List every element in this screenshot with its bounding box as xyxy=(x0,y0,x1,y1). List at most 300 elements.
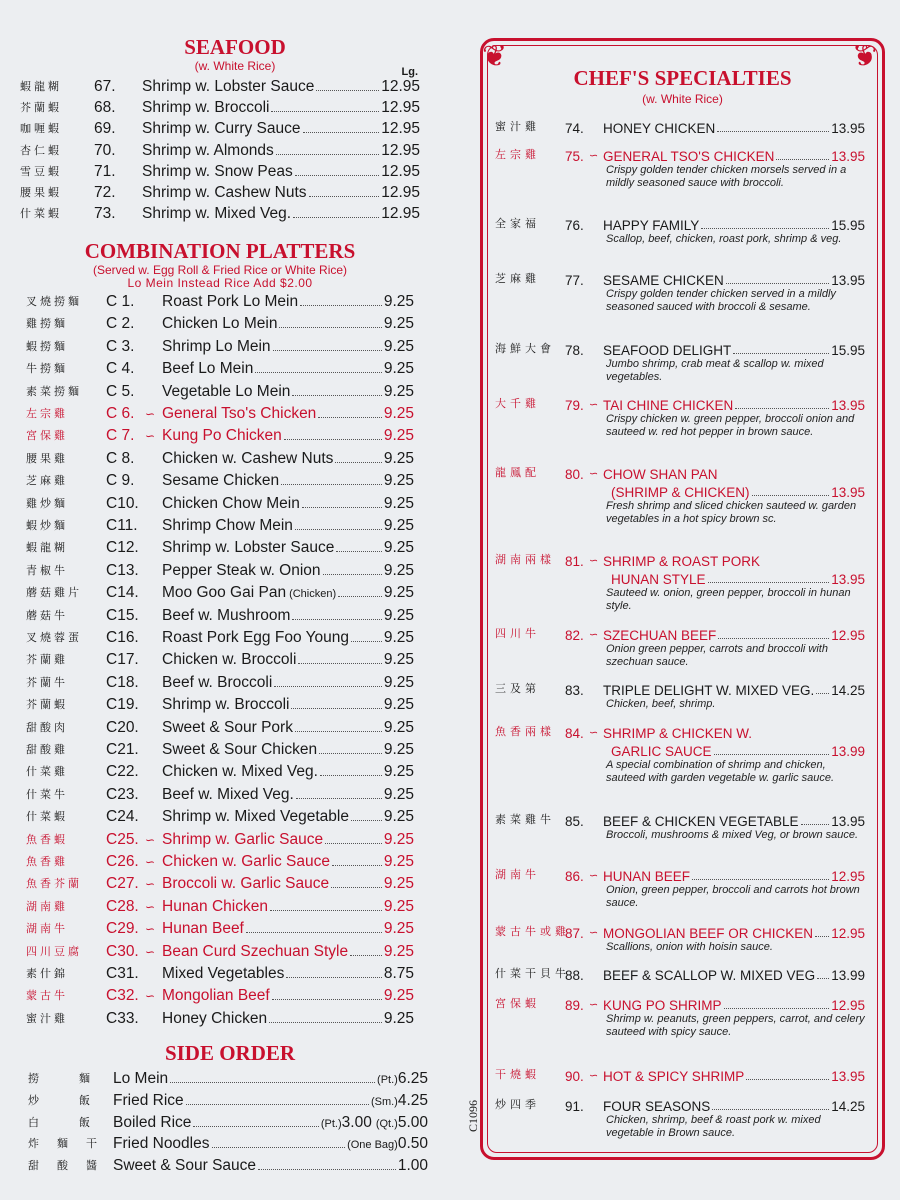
menu-item xyxy=(20,159,420,181)
item-size: (Pt.) xyxy=(377,1074,398,1086)
specialty-line xyxy=(495,866,865,884)
item-price: 6.25 xyxy=(397,1070,428,1087)
item-number: C 1. xyxy=(106,293,135,310)
item-name: Fried Noodles xyxy=(113,1135,210,1153)
specialty-line xyxy=(495,723,865,741)
item-number: C10. xyxy=(106,494,139,512)
item-price: 13.95 xyxy=(831,149,865,164)
item-name: General Tso's Chicken xyxy=(162,405,317,422)
item-note: (Chicken) xyxy=(289,588,337,601)
specialty-line xyxy=(495,340,865,358)
item-number: 74. xyxy=(565,121,584,136)
item-chinese-name: 魚香蝦 xyxy=(26,832,68,846)
item-price: 9.25 xyxy=(383,875,414,893)
item-price: 12.95 xyxy=(381,78,420,95)
swirl-ornament-icon: ∽ xyxy=(145,944,156,959)
item-name: Honey Chicken xyxy=(162,1009,268,1027)
menu-item xyxy=(26,379,414,401)
menu-item xyxy=(26,871,414,893)
item-chinese-name: 杏仁蝦 xyxy=(20,143,62,157)
item-chinese-name: 咖喱蝦 xyxy=(20,122,62,136)
item-name: Chicken Chow Mein xyxy=(162,494,300,512)
item-name: Broccoli w. Garlic Sauce xyxy=(162,875,330,893)
item-name: TAI CHINE CHICKEN xyxy=(603,398,734,413)
dot-leader xyxy=(272,999,382,1000)
item-price: 12.95 xyxy=(831,998,865,1013)
item-name: Chicken w. Cashew Nuts xyxy=(162,449,334,467)
combo-note: Lo Mein Instead Rice Add $2.00 xyxy=(127,276,313,290)
item-name: Shrimp w. Broccoli xyxy=(142,99,270,117)
item-chinese-name: 芥蘭蝦 xyxy=(26,698,68,712)
specialty-item xyxy=(495,923,865,954)
dot-leader xyxy=(331,887,382,888)
item-price: 13.95 xyxy=(831,814,865,829)
item-name: Shrimp w. Mixed Veg. xyxy=(142,205,292,223)
dot-leader xyxy=(193,1126,318,1127)
item-price: 13.95 xyxy=(831,485,865,500)
item-number: 73. xyxy=(94,205,116,223)
item-name: Lo Mein xyxy=(113,1070,169,1087)
dot-leader xyxy=(318,417,382,418)
swirl-ornament-icon: ∽ xyxy=(589,727,599,739)
menu-item xyxy=(28,1066,428,1088)
menu-item xyxy=(26,670,414,692)
dot-leader xyxy=(281,484,382,485)
seafood-subtitle: (w. White Rice) xyxy=(194,59,276,73)
dot-leader xyxy=(801,824,830,825)
specialty-line xyxy=(495,995,865,1013)
dot-leader xyxy=(303,132,380,133)
item-number: C 4. xyxy=(106,360,135,378)
item-number: 70. xyxy=(94,141,116,159)
specialty-item xyxy=(495,118,865,136)
item-chinese-name: 芥蘭牛 xyxy=(26,675,68,689)
item-price: 4.25 xyxy=(397,1091,428,1109)
item-name: Moo Goo Gai Pan xyxy=(162,584,287,602)
item-price: 5.00 xyxy=(397,1113,428,1131)
item-price: 9.25 xyxy=(383,920,414,938)
item-price: 9.25 xyxy=(383,808,414,826)
item-size: (Qt.) xyxy=(375,1117,398,1130)
menu-item xyxy=(26,782,414,804)
item-name: CHOW SHAN PAN xyxy=(603,467,718,482)
item-name: Shrimp w. Broccoli xyxy=(162,696,290,714)
dot-leader xyxy=(292,619,381,620)
dot-leader xyxy=(332,865,382,866)
item-price: 12.95 xyxy=(381,205,420,223)
item-chinese-name: 左宗雞 xyxy=(26,407,68,420)
dot-leader xyxy=(274,686,382,687)
item-number: C 8. xyxy=(106,449,135,467)
item-number: 88. xyxy=(565,968,584,983)
item-name-continued: GARLIC SAUCE xyxy=(611,744,712,759)
menu-item xyxy=(26,580,414,602)
chef-subtitle: (w. White Rice) xyxy=(642,92,723,106)
item-price: 13.95 xyxy=(831,572,865,587)
dot-leader xyxy=(258,1169,396,1170)
menu-item xyxy=(26,603,414,625)
menu-item xyxy=(26,759,414,781)
item-chinese-name: 蒙古牛 xyxy=(26,989,68,1003)
item-number: 89. xyxy=(565,998,584,1013)
item-price: 9.25 xyxy=(383,785,414,803)
item-chinese-name: 撈麵 xyxy=(28,1072,130,1085)
item-name: Chicken w. Mixed Veg. xyxy=(162,763,318,781)
item-number: C 7. xyxy=(106,427,135,445)
item-chinese-name: 芥蘭蝦 xyxy=(20,101,62,115)
dot-leader xyxy=(708,582,830,583)
item-number: C 9. xyxy=(106,472,135,490)
item-chinese-name: 芥蘭雞 xyxy=(26,653,68,667)
dot-leader xyxy=(816,693,829,694)
item-chinese-name: 左宗雞 xyxy=(495,148,540,161)
item-price: 14.25 xyxy=(831,1099,865,1114)
item-description: Sauteed w. onion, green pepper, broccoli in hunan style. xyxy=(606,587,851,612)
item-number: C16. xyxy=(106,629,139,646)
item-chinese-name: 青椒牛 xyxy=(26,563,68,577)
specialty-item xyxy=(495,811,865,842)
menu-code: C1096 xyxy=(466,1099,480,1132)
item-chinese-name: 腰果蝦 xyxy=(20,186,62,199)
dot-leader xyxy=(212,1147,346,1148)
specialty-item xyxy=(495,215,865,246)
item-name: Shrimp w. Snow Peas xyxy=(142,162,293,180)
item-name: Bean Curd Szechuan Style xyxy=(162,942,349,960)
menu-item xyxy=(26,804,414,826)
dot-leader xyxy=(269,1022,382,1023)
item-chinese-name: 甜酸醬 xyxy=(28,1159,115,1173)
swirl-ornament-icon: ∽ xyxy=(145,899,156,914)
item-chinese-name: 芝麻雞 xyxy=(495,272,540,285)
item-number: 82. xyxy=(565,628,584,643)
item-chinese-name: 白飯 xyxy=(28,1115,130,1129)
item-name: Mixed Vegetables xyxy=(162,965,285,982)
dot-leader xyxy=(295,731,382,732)
dot-leader xyxy=(320,775,382,776)
item-chinese-name: 什菜雞 xyxy=(26,765,68,779)
dot-leader xyxy=(319,753,382,754)
dot-leader xyxy=(351,820,382,821)
item-name: SZECHUAN BEEF xyxy=(603,628,717,643)
swirl-ornament-icon: ∽ xyxy=(589,927,599,939)
swirl-ornament-icon: ∽ xyxy=(589,468,599,480)
specialty-item xyxy=(495,270,865,314)
dot-leader xyxy=(271,111,379,112)
item-description: Shrimp w. peanuts, green peppers, carrot, and celery sauteed with spicy sauce. xyxy=(606,1013,865,1038)
item-price: 9.25 xyxy=(383,629,414,646)
specialty-item xyxy=(495,340,865,384)
dot-leader xyxy=(351,641,382,642)
item-size: (Pt.) xyxy=(320,1117,342,1130)
item-chinese-name: 叉燒蓉蛋 xyxy=(26,631,82,644)
item-chinese-name: 雞炒麵 xyxy=(26,496,68,510)
specialty-line xyxy=(495,464,865,482)
item-number: 86. xyxy=(565,869,584,884)
dot-leader xyxy=(270,910,382,911)
menu-item xyxy=(28,1110,428,1132)
item-name: Chicken w. Garlic Sauce xyxy=(162,853,330,870)
swirl-ornament-icon: ∽ xyxy=(145,989,156,1004)
item-name: Vegetable Lo Mein xyxy=(162,382,291,400)
dot-leader xyxy=(293,217,379,218)
menu-item xyxy=(26,983,414,1005)
item-price: 12.95 xyxy=(381,120,420,138)
specialty-line xyxy=(495,482,865,500)
specialty-line xyxy=(495,395,865,413)
specialty-line xyxy=(495,680,865,698)
item-chinese-name: 蝦撈麵 xyxy=(26,339,68,353)
specialty-line xyxy=(495,270,865,288)
item-name: BEEF & CHICKEN VEGETABLE xyxy=(603,814,799,829)
menu-item xyxy=(26,894,414,916)
item-price: 9.25 xyxy=(383,561,414,579)
item-name: FOUR SEASONS xyxy=(603,1099,711,1114)
item-price: 12.95 xyxy=(831,926,865,941)
item-number: C30. xyxy=(106,942,139,960)
item-name: KUNG PO SHRIMP xyxy=(603,998,722,1013)
specialty-line xyxy=(495,965,865,983)
specialty-line xyxy=(495,551,865,569)
menu-item xyxy=(26,311,414,333)
item-price: 3.00 xyxy=(341,1113,372,1131)
dot-leader xyxy=(335,462,381,463)
floral-corner-icon: ❦ xyxy=(482,40,508,73)
item-number: C24. xyxy=(106,808,139,826)
item-chinese-name: 湖南牛 xyxy=(26,922,68,936)
item-name: BEEF & SCALLOP W. MIXED VEG xyxy=(603,968,816,983)
item-name: Shrimp w. Garlic Sauce xyxy=(162,830,324,848)
item-number: C15. xyxy=(106,606,139,624)
item-price: 9.25 xyxy=(383,1009,414,1027)
item-price: 9.25 xyxy=(383,494,414,512)
menu-item xyxy=(28,1153,428,1175)
swirl-ornament-icon: ∽ xyxy=(589,870,599,882)
item-price: 9.25 xyxy=(383,651,414,669)
menu-item xyxy=(26,558,414,580)
item-number: 81. xyxy=(565,554,584,569)
item-chinese-name: 炒四季 xyxy=(495,1098,540,1111)
item-name: Sweet & Sour Pork xyxy=(162,718,293,736)
dot-leader xyxy=(300,305,382,306)
item-chinese-name: 雪豆蝦 xyxy=(20,164,62,178)
item-chinese-name: 湖南兩樣 xyxy=(495,553,555,566)
dot-leader xyxy=(733,353,829,354)
item-chinese-name: 素什錦 xyxy=(26,967,68,980)
item-price: 9.25 xyxy=(383,673,414,691)
item-chinese-name: 甜酸肉 xyxy=(26,720,68,734)
item-price: 9.25 xyxy=(383,382,414,400)
specialty-line xyxy=(495,923,865,941)
item-chinese-name: 干燒蝦 xyxy=(495,1068,540,1081)
item-name: Fried Rice xyxy=(113,1091,184,1109)
menu-item xyxy=(20,180,420,202)
item-chinese-name: 大千雞 xyxy=(495,397,540,410)
menu-item xyxy=(26,491,414,513)
item-price: 12.95 xyxy=(381,141,420,159)
swirl-ornament-icon: ∽ xyxy=(145,922,156,937)
item-number: 78. xyxy=(565,343,584,358)
item-name: Shrimp w. Lobster Sauce xyxy=(162,539,335,557)
floral-corner-icon: ❦ xyxy=(852,40,878,73)
swirl-ornament-icon: ∽ xyxy=(145,407,156,421)
item-number: C20. xyxy=(106,718,139,736)
menu-item xyxy=(26,849,414,871)
menu-item xyxy=(26,423,414,445)
swirl-ornament-icon: ∽ xyxy=(589,629,599,641)
item-chinese-name: 蘑菇牛 xyxy=(26,608,68,622)
item-description: Scallions, onion with hoisin sauce. xyxy=(606,941,773,953)
item-price: 12.95 xyxy=(381,162,420,180)
specialty-line xyxy=(495,1096,865,1114)
item-number: C25. xyxy=(106,830,139,848)
item-number: C26. xyxy=(106,853,139,870)
item-price: 13.95 xyxy=(831,121,865,136)
item-price: 0.50 xyxy=(397,1135,428,1153)
item-description: Crispy golden tender chicken served in a mildly seasoned sauced with broccoli & sesame. xyxy=(606,288,836,313)
item-description: Broccoli, mushrooms & mixed Veg, or brown sauce. xyxy=(606,829,859,841)
item-number: C 5. xyxy=(106,382,135,400)
item-price: 9.25 xyxy=(383,830,414,848)
menu-item xyxy=(26,289,414,311)
item-number: C23. xyxy=(106,785,139,803)
item-name: Shrimp w. Lobster Sauce xyxy=(142,78,315,95)
item-size: (Sm.) xyxy=(370,1095,398,1108)
item-chinese-name: 魚香兩樣 xyxy=(495,725,555,738)
menu-item xyxy=(26,356,414,378)
item-chinese-name: 四川牛 xyxy=(495,627,540,640)
item-chinese-name: 蜜汁雞 xyxy=(495,120,540,133)
specialty-item xyxy=(495,965,865,983)
item-price: 9.25 xyxy=(383,718,414,736)
item-number: C11. xyxy=(106,517,138,534)
item-name: Beef w. Broccoli xyxy=(162,673,273,691)
item-name: SHRIMP & CHICKEN W. xyxy=(603,726,753,741)
item-number: C14. xyxy=(106,584,139,602)
specialty-item xyxy=(495,464,865,526)
item-name: Chicken w. Broccoli xyxy=(162,651,297,669)
item-number: C13. xyxy=(106,561,139,579)
item-number: C 6. xyxy=(106,405,135,422)
dot-leader xyxy=(276,154,379,155)
item-name: SEAFOOD DELIGHT xyxy=(603,343,732,358)
menu-item xyxy=(28,1131,428,1153)
dot-leader xyxy=(316,90,379,91)
item-name: HOT & SPICY SHRIMP xyxy=(603,1069,745,1084)
item-price: 13.99 xyxy=(831,968,865,983)
item-price: 9.25 xyxy=(383,360,414,378)
item-description: Onion green pepper, carrots and broccoli with szechuan sauce. xyxy=(606,643,828,668)
item-chinese-name: 蝦炒麵 xyxy=(26,519,68,532)
item-price: 9.25 xyxy=(383,741,414,758)
menu-item xyxy=(20,95,420,117)
item-price: 9.25 xyxy=(383,449,414,467)
item-number: 87. xyxy=(565,926,584,941)
dot-leader xyxy=(295,529,382,530)
item-number: 71. xyxy=(94,162,116,180)
swirl-ornament-icon: ∽ xyxy=(589,999,599,1011)
specialty-line xyxy=(495,215,865,233)
dot-leader xyxy=(273,350,382,351)
dot-leader xyxy=(298,663,381,664)
item-price: 13.95 xyxy=(831,1069,865,1084)
menu-item xyxy=(20,74,420,96)
item-size: (One Bag) xyxy=(347,1139,398,1152)
item-description: Fresh shrimp and sliced chicken sauteed w. garden vegetables in a hot spicy brown sc. xyxy=(606,500,857,525)
specialty-item xyxy=(495,551,865,613)
item-number: C19. xyxy=(106,696,139,714)
menu-item xyxy=(26,625,414,647)
item-description: A special combination of shrimp and chicken, sauteed with garden vegetable w. garlic sauce. xyxy=(606,759,835,784)
item-number: 67. xyxy=(94,78,116,95)
item-name: Roast Pork Egg Foo Young xyxy=(162,629,349,646)
item-price: 9.25 xyxy=(383,606,414,624)
dot-leader xyxy=(752,495,830,496)
item-name: Boiled Rice xyxy=(113,1113,192,1131)
dot-leader xyxy=(170,1082,375,1083)
specialty-line xyxy=(495,811,865,829)
item-number: 80. xyxy=(565,467,584,482)
dot-leader xyxy=(726,283,829,284)
menu-item xyxy=(26,446,414,468)
item-chinese-name: 四川豆腐 xyxy=(26,944,82,958)
item-number: 76. xyxy=(565,218,584,233)
swirl-ornament-icon: ∽ xyxy=(145,877,156,892)
item-number: C21. xyxy=(106,741,139,758)
item-price: 9.25 xyxy=(383,584,414,602)
item-price: 13.99 xyxy=(831,744,865,759)
item-number: 85. xyxy=(565,814,584,829)
item-name: Mongolian Beef xyxy=(162,987,270,1005)
item-number: C28. xyxy=(106,897,139,915)
menu-item xyxy=(26,401,414,423)
item-number: C17. xyxy=(106,651,139,669)
specialty-line xyxy=(495,118,865,136)
item-chinese-name: 蘑菇雞片 xyxy=(26,586,82,600)
dot-leader xyxy=(296,798,382,799)
item-number: C 3. xyxy=(106,337,135,355)
swirl-ornament-icon: ∽ xyxy=(145,832,156,847)
dot-leader xyxy=(292,395,381,396)
item-description: Chicken, beef, shrimp. xyxy=(606,698,716,710)
item-number: C 2. xyxy=(106,315,135,333)
item-chinese-name: 宮保雞 xyxy=(26,429,68,443)
dot-leader xyxy=(284,439,382,440)
menu-item xyxy=(26,961,414,983)
dot-leader xyxy=(717,131,829,132)
dot-leader xyxy=(246,932,382,933)
dot-leader xyxy=(718,638,829,639)
item-chinese-name: 蒙古牛或雞 xyxy=(495,925,570,938)
dot-leader xyxy=(279,327,381,328)
item-price: 9.25 xyxy=(383,696,414,714)
item-price: 12.95 xyxy=(831,869,865,884)
item-chinese-name: 龍鳳配 xyxy=(495,466,540,479)
item-name: Sesame Chicken xyxy=(162,472,280,490)
item-name: HUNAN BEEF xyxy=(603,869,691,884)
item-chinese-name: 湖南牛 xyxy=(495,868,540,881)
item-description: Crispy golden tender chicken morsels served in a mildly seasoned sauce with broccoli. xyxy=(606,164,847,189)
dot-leader xyxy=(309,196,380,197)
item-chinese-name: 素菜撈麵 xyxy=(26,384,82,398)
item-name: Beef w. Mushroom xyxy=(162,606,291,624)
menu-item xyxy=(26,1006,414,1028)
specialty-line xyxy=(495,569,865,587)
item-price: 9.25 xyxy=(383,427,414,445)
menu-item xyxy=(26,939,414,961)
specialty-line xyxy=(495,146,865,164)
item-number: C18. xyxy=(106,673,139,691)
specialty-item xyxy=(495,1066,865,1084)
